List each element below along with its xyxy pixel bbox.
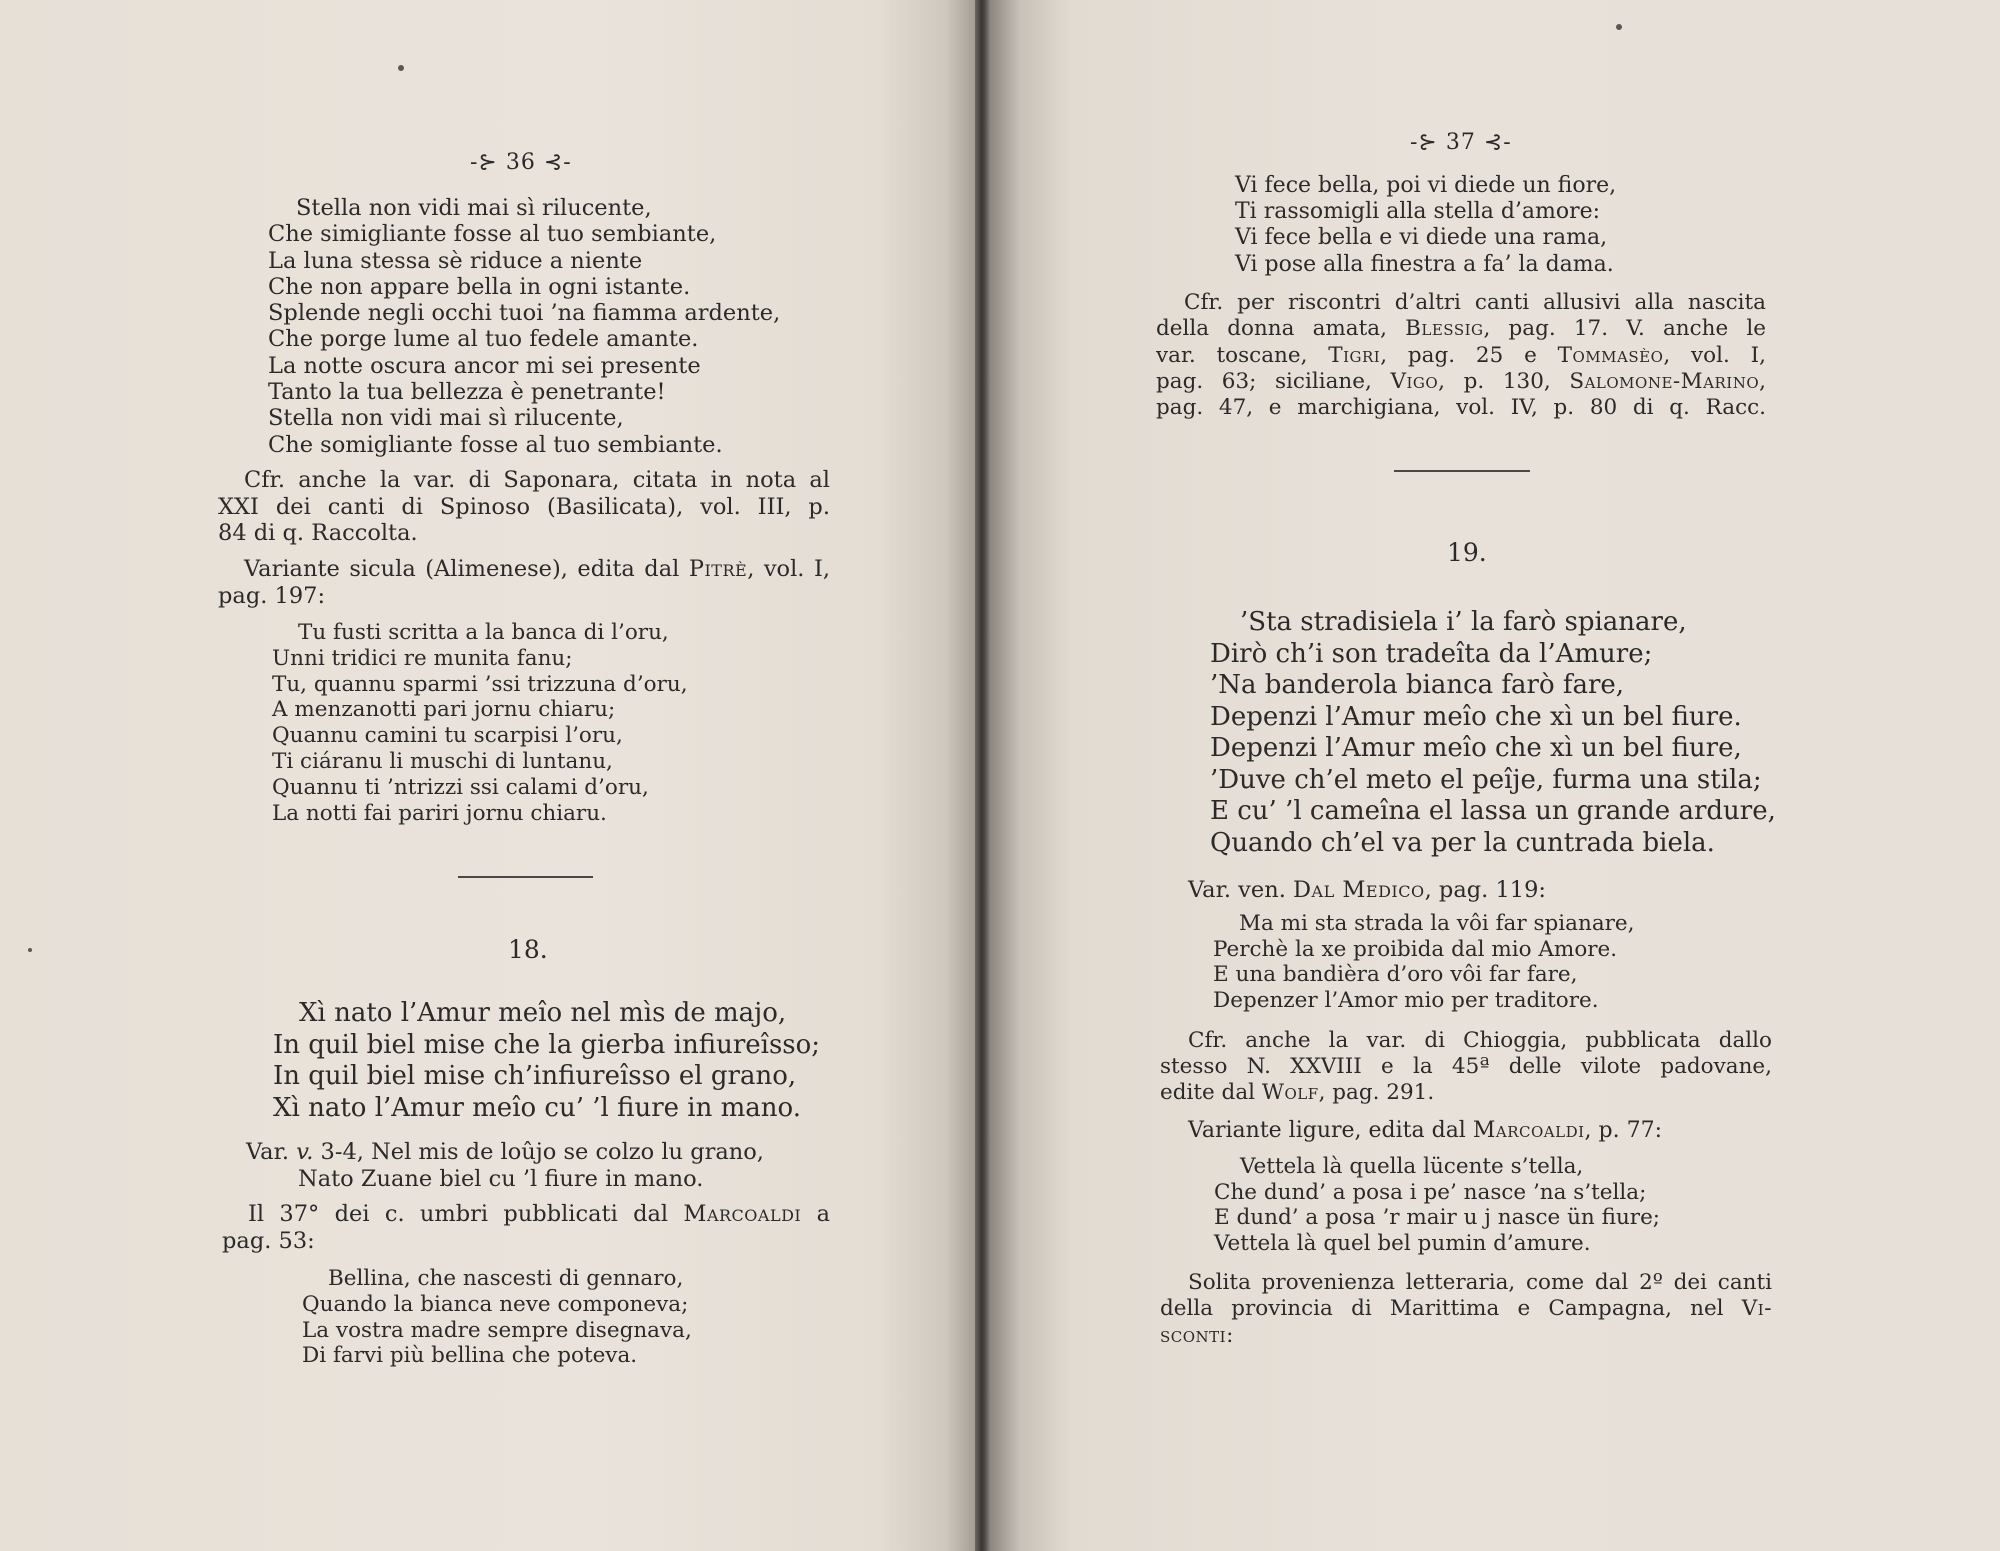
note-line: pag. 53: [222, 1227, 315, 1254]
verse-line: E dund’ a posa ’r mair u j nasce ün fiure; [1214, 1205, 1661, 1231]
verse-line: ’Na banderola bianca farò fare, [1210, 670, 1625, 700]
variant-v3-4 [246, 1139, 846, 1192]
verse-line: Ti ciáranu li muschi di luntanu, [272, 748, 613, 774]
verse-line: Quannu camini tu scarpisi l’oru, [272, 723, 623, 749]
verse-line: Xì nato l’Amur meîo cu’ ’l fiure in mano. [273, 1092, 801, 1123]
poem-bellina [302, 1266, 822, 1369]
section-divider [458, 876, 593, 878]
poem-vettela [1214, 1154, 1774, 1257]
verse-line: In quil biel mise ch’infiureîsso el grano, [273, 1061, 797, 1091]
author-name: Vigo [1390, 368, 1439, 394]
note-line: pag. 47, e marchigiana, vol. IV, p. 80 di q. Racc. [1156, 395, 1766, 421]
author-name: Dal Medico [1293, 877, 1425, 903]
verse-line: Quando ch’el va per la cuntrada biela. [1210, 827, 1715, 858]
verse-line: Xì nato l’Amur meîo nel mìs de majo, [299, 998, 787, 1028]
page-number-37: -⊱ 37 ⊰- [1410, 130, 1512, 155]
note-line: 84 di q. Raccolta. [218, 520, 418, 546]
note-variante-ligure [1188, 1118, 1768, 1144]
verse-line: E una bandièra d’oro vôi far fare, [1213, 962, 1578, 988]
note-line: Cfr. anche la var. di Chioggia, pubblicata dallo [1188, 1028, 1772, 1053]
author-name: Salomone-Marino [1569, 368, 1760, 394]
verse-line: La notti fai pariri jornu chiaru. [272, 800, 607, 826]
note-solita-provenienza [1160, 1270, 1772, 1349]
verse-line: Depenzi l’Amur meîo che xì un bel fiure. [1210, 701, 1742, 732]
note-line: Il 37° dei c. umbri pubblicati dal Marcoaldi a [248, 1201, 830, 1227]
section-number-18: 18. [508, 935, 548, 964]
note-line: stesso N. XXVIII e la 45ª delle vilote padovane, [1160, 1054, 1772, 1079]
author-name: Blessig [1405, 316, 1484, 342]
paper-speck [1616, 24, 1622, 30]
note-cfr-saponara [218, 467, 830, 547]
note-variante-sicula [218, 556, 830, 609]
verse-line: Che dund’ a posa i pe’ nasce ’na s’tella; [1214, 1179, 1647, 1205]
note-line: pag. 197: [218, 582, 326, 609]
note-line: Cfr. anche la var. di Saponara, citata in nota al [244, 467, 830, 493]
note-line: della provincia di Marittima e Campagna, nel Vi- [1160, 1296, 1772, 1322]
verse-line: Bellina, che nascesti di gennaro, [328, 1266, 684, 1291]
note-line: var. toscane, Tigri, pag. 25 e Tommasèo, vol. I, [1156, 342, 1766, 368]
verse-line: Che somigliante fosse al tuo sembiante. [268, 431, 723, 458]
note-line: Variante ligure, edita dal Marcoaldi, p. 77: [1188, 1118, 1662, 1143]
verse-line: E cu’ ’l cameîna el lassa un grande ardure, [1210, 796, 1776, 826]
note-line: Var. v. 3-4, Nel mis de loûjo se colzo lu grano, [246, 1139, 764, 1165]
verse-line: Depenzi l’Amur meîo che xì un bel fiure, [1210, 733, 1742, 763]
note-line: XXI dei canti di Spinoso (Basilicata), vol. III, p. [218, 493, 830, 520]
note-line: pag. 63; siciliane, Vigo, p. 130, Salomone-Marino, [1156, 368, 1766, 394]
verse-line: Ti rassomigli alla stella d’amore: [1235, 199, 1601, 225]
note-line: edite dal Wolf, pag. 291. [1160, 1080, 1435, 1105]
verse-line: Di farvi più bellina che poteva. [302, 1343, 638, 1369]
verse-line: ’Sta stradisiela i’ la farò spianare, [1240, 607, 1687, 637]
verse-line: Vi pose alla finestra a fa’ la dama. [1235, 251, 1614, 277]
author-name: Marcoaldi [683, 1201, 802, 1227]
verse-line: Unni tridici re munita fanu; [272, 645, 573, 671]
note-cfr-riscontri [1156, 290, 1766, 421]
note-line: Cfr. per riscontri d’altri canti allusivi alla nascita [1184, 290, 1766, 315]
verse-line: Stella non vidi mai sì rilucente, [296, 195, 652, 221]
paper-speck [398, 65, 404, 71]
author-name: Vi- [1741, 1296, 1772, 1322]
verse-line: Splende negli occhi tuoi ’na fiamma ardente, [268, 300, 781, 327]
author-name: Wolf [1261, 1080, 1319, 1105]
author-name: Marcoaldi [1472, 1118, 1585, 1143]
verse-line: In quil biel mise che la gierba infiureîsso; [273, 1029, 821, 1060]
note-line: Var. ven. Dal Medico, pag. 119: [1188, 877, 1546, 903]
note-line: Variante sicula (Alimenese), edita dal Pitrè, vol. I, [244, 556, 830, 582]
note-line: della donna amata, Blessig, pag. 17. V. anche le [1156, 316, 1766, 342]
verse-line: Vettela là quella lücente s’tella, [1240, 1154, 1584, 1179]
poem-sicilian-variant [272, 620, 812, 826]
author-name: Tigri [1328, 342, 1381, 368]
verse-line: Ma mi sta strada la vôi far spianare, [1239, 911, 1635, 936]
verse-line: La vostra madre sempre disegnava, [302, 1317, 692, 1343]
verse-line: Vettela là quel bel pumin d’amure. [1214, 1231, 1591, 1257]
verse-line: Stella non vidi mai sì rilucente, [268, 405, 624, 432]
poem-xi-nato [273, 998, 833, 1124]
poem-ma-mi-sta-strada [1213, 911, 1773, 1014]
verse-line: Perchè la xe proibida dal mio Amore. [1213, 936, 1618, 962]
poem-stella-non-vidi [268, 195, 808, 458]
section-divider [1394, 470, 1530, 472]
verse-line: Tanto la tua bellezza è penetrante! [268, 379, 666, 406]
section-number-19: 19. [1447, 538, 1487, 567]
verse-line: La notte oscura ancor mi sei presente [268, 352, 701, 379]
author-name: Pitrè [688, 556, 748, 582]
note-chioggia [1160, 1028, 1772, 1106]
note-line: Nato Zuane biel cu ’l fiure in mano. [298, 1165, 704, 1192]
verse-line: Che non appare bella in ogni istante. [268, 273, 691, 300]
variant-dal-medico [1188, 877, 1768, 903]
verse-line: Quannu ti ’ntrizzi ssi calami d’oru, [272, 774, 649, 800]
verse-line: Dirò ch’i son tradeîta da l’Amure; [1210, 638, 1653, 669]
book-gutter [975, 0, 990, 1551]
paper-speck [28, 948, 32, 952]
verse-line: Tu fusti scritta a la banca di l’oru, [298, 620, 669, 645]
poem-sta-stradisiela [1210, 607, 1780, 859]
verse-line: Vi fece bella, poi vi diede un fiore, [1235, 173, 1617, 198]
verse-line: Che porge lume al tuo fedele amante. [268, 326, 699, 353]
verse-line: Vi fece bella e vi diede una rama, [1235, 225, 1608, 251]
author-name: Tommasèo [1557, 342, 1664, 368]
note-line: Solita provenienza letteraria, come dal 2º dei canti [1188, 1270, 1772, 1295]
verse-line: Depenzer l’Amor mio per traditore. [1213, 988, 1599, 1014]
verse-line: La luna stessa sè riduce a niente [268, 247, 643, 274]
verse-line: A menzanotti pari jornu chiaru; [272, 697, 616, 723]
poem-vi-fece-bella [1235, 173, 1755, 278]
verse-line: Tu, quannu sparmi ’ssi trizzuna d’oru, [272, 671, 688, 697]
verse-line: Che simigliante fosse al tuo sembiante, [268, 221, 717, 248]
verse-line: ’Duve ch’el meto el peîje, furma una stila; [1210, 764, 1762, 795]
author-name: sconti [1160, 1322, 1227, 1348]
note-umbri-marcoaldi [222, 1201, 830, 1254]
note-line: sconti: [1160, 1322, 1234, 1348]
verse-line: Quando la bianca neve componeva; [302, 1291, 689, 1317]
page-number-36: -⊱ 36 ⊰- [470, 150, 572, 175]
